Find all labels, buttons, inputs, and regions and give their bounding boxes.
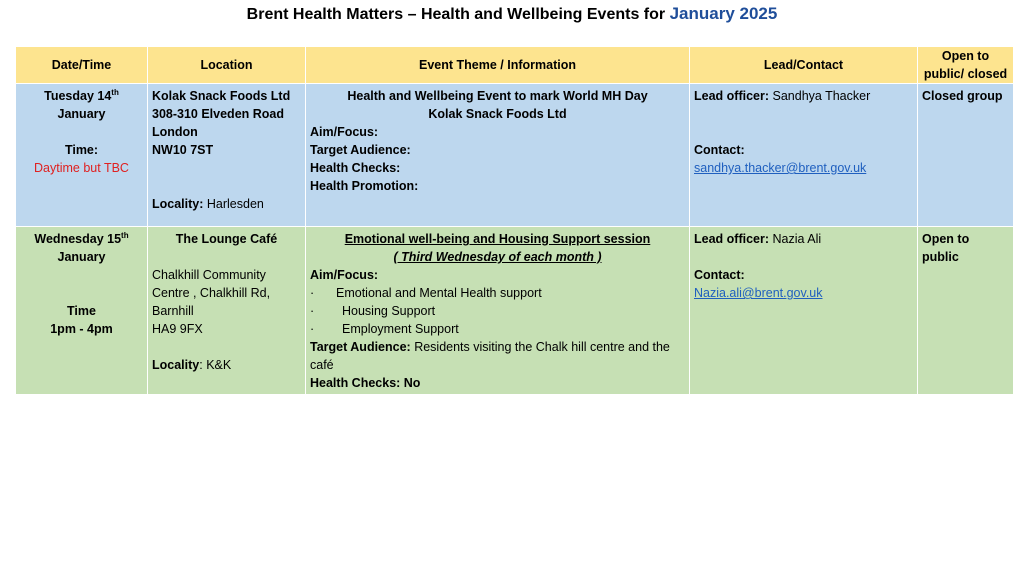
contact-label: Contact: bbox=[694, 143, 745, 157]
aim-label: Aim/Focus: bbox=[310, 268, 379, 282]
locality-label: Locality: bbox=[152, 197, 204, 211]
target-audience bbox=[310, 338, 685, 374]
checks-label: Health Checks: bbox=[310, 161, 401, 175]
contact-email-link[interactable]: Nazia.ali@brent.gov.uk bbox=[694, 286, 823, 300]
date-suffix: th bbox=[121, 230, 129, 240]
time-label: Time bbox=[67, 304, 96, 318]
lead-cell bbox=[690, 227, 918, 395]
promotion-label: Health Promotion: bbox=[310, 179, 419, 193]
locality bbox=[152, 356, 301, 374]
page-title bbox=[0, 4, 1024, 24]
date-day: Wednesday 15 bbox=[34, 232, 122, 246]
table-row bbox=[16, 84, 1014, 227]
time-value: Daytime but TBC bbox=[34, 161, 129, 175]
event-date bbox=[20, 230, 143, 248]
lead-cell bbox=[690, 84, 918, 227]
status-cell: Closed group bbox=[918, 84, 1014, 227]
date-month: January bbox=[57, 250, 106, 264]
lead-name: Nazia Ali bbox=[772, 232, 822, 246]
audience-label: Target Audience: bbox=[310, 143, 411, 157]
table-row bbox=[16, 227, 1014, 395]
header-lead: Lead/Contact bbox=[690, 47, 918, 84]
bullet-icon: · bbox=[310, 304, 315, 318]
time-label: Time: bbox=[64, 143, 99, 157]
events-table bbox=[15, 46, 1014, 395]
audience-value: Residents visiting the Chalk hill centre and the café bbox=[310, 340, 670, 372]
event-cell bbox=[306, 227, 690, 395]
event-subtitle: ( Third Wednesday of each month ) bbox=[393, 250, 602, 264]
lead-label: Lead officer: bbox=[694, 89, 770, 103]
contact-email-link[interactable]: sandhya.thacker@brent.gov.uk bbox=[694, 161, 867, 175]
date-time-cell bbox=[16, 227, 148, 395]
bullet-text: Emotional and Mental Health support bbox=[336, 286, 542, 300]
date-month: January bbox=[57, 107, 106, 121]
status-line1: Open to bbox=[922, 232, 970, 246]
bullet-text: Housing Support bbox=[342, 304, 436, 318]
location-line: London bbox=[152, 125, 198, 139]
event-date bbox=[20, 87, 143, 105]
bullet-icon: · bbox=[310, 286, 315, 300]
title-month: January 2025 bbox=[669, 4, 778, 23]
header-row bbox=[16, 47, 1014, 84]
location-cell bbox=[148, 227, 306, 395]
locality-label: Locality bbox=[152, 358, 200, 372]
list-item bbox=[310, 320, 685, 338]
locality-value: Harlesden bbox=[206, 197, 264, 211]
audience-label: Target Audience: bbox=[310, 340, 411, 354]
header-open-line2: public/ closed bbox=[923, 67, 1008, 81]
location-line: HA9 9FX bbox=[152, 322, 203, 336]
event-title: Emotional well-being and Housing Support session bbox=[344, 232, 651, 246]
title-main: Brent Health Matters – Health and Wellbeing Events for bbox=[246, 6, 666, 23]
location-line: 308-310 Elveden Road bbox=[152, 107, 285, 121]
location-name: The Lounge Café bbox=[175, 232, 278, 246]
bullet-text: Employment Support bbox=[342, 322, 459, 336]
location-line: Barnhill bbox=[152, 304, 194, 318]
checks-label: Health Checks: No bbox=[310, 376, 421, 390]
header-location: Location bbox=[148, 47, 306, 84]
lead-officer bbox=[694, 230, 913, 248]
date-time-cell bbox=[16, 84, 148, 227]
event-title: Health and Wellbeing Event to mark World MH Day bbox=[347, 89, 648, 103]
time-value: 1pm - 4pm bbox=[50, 322, 113, 336]
date-suffix: th bbox=[111, 87, 119, 97]
location-cell bbox=[148, 84, 306, 227]
list-item bbox=[310, 284, 685, 302]
locality bbox=[152, 195, 301, 213]
bullet-icon: · bbox=[310, 322, 315, 336]
location-line: Chalkhill Community bbox=[152, 268, 266, 282]
date-day: Tuesday 14 bbox=[44, 89, 112, 103]
lead-label: Lead officer: bbox=[694, 232, 770, 246]
header-event: Event Theme / Information bbox=[306, 47, 690, 84]
header-open-line1: Open to bbox=[941, 49, 990, 63]
lead-officer bbox=[694, 87, 913, 105]
location-line: NW10 7ST bbox=[152, 143, 214, 157]
event-cell bbox=[306, 84, 690, 227]
lead-name: Sandhya Thacker bbox=[772, 89, 871, 103]
contact-label: Contact: bbox=[694, 268, 745, 282]
header-date-time: Date/Time bbox=[16, 47, 148, 84]
locality-value: : K&K bbox=[199, 358, 232, 372]
header-open bbox=[918, 47, 1014, 84]
aim-label: Aim/Focus: bbox=[310, 125, 379, 139]
location-line: Kolak Snack Foods Ltd bbox=[152, 89, 291, 103]
location-line: Centre , Chalkhill Rd, bbox=[152, 286, 271, 300]
status-line2: public bbox=[922, 250, 959, 264]
list-item bbox=[310, 302, 685, 320]
status-cell bbox=[918, 227, 1014, 395]
event-subtitle: Kolak Snack Foods Ltd bbox=[428, 107, 567, 121]
